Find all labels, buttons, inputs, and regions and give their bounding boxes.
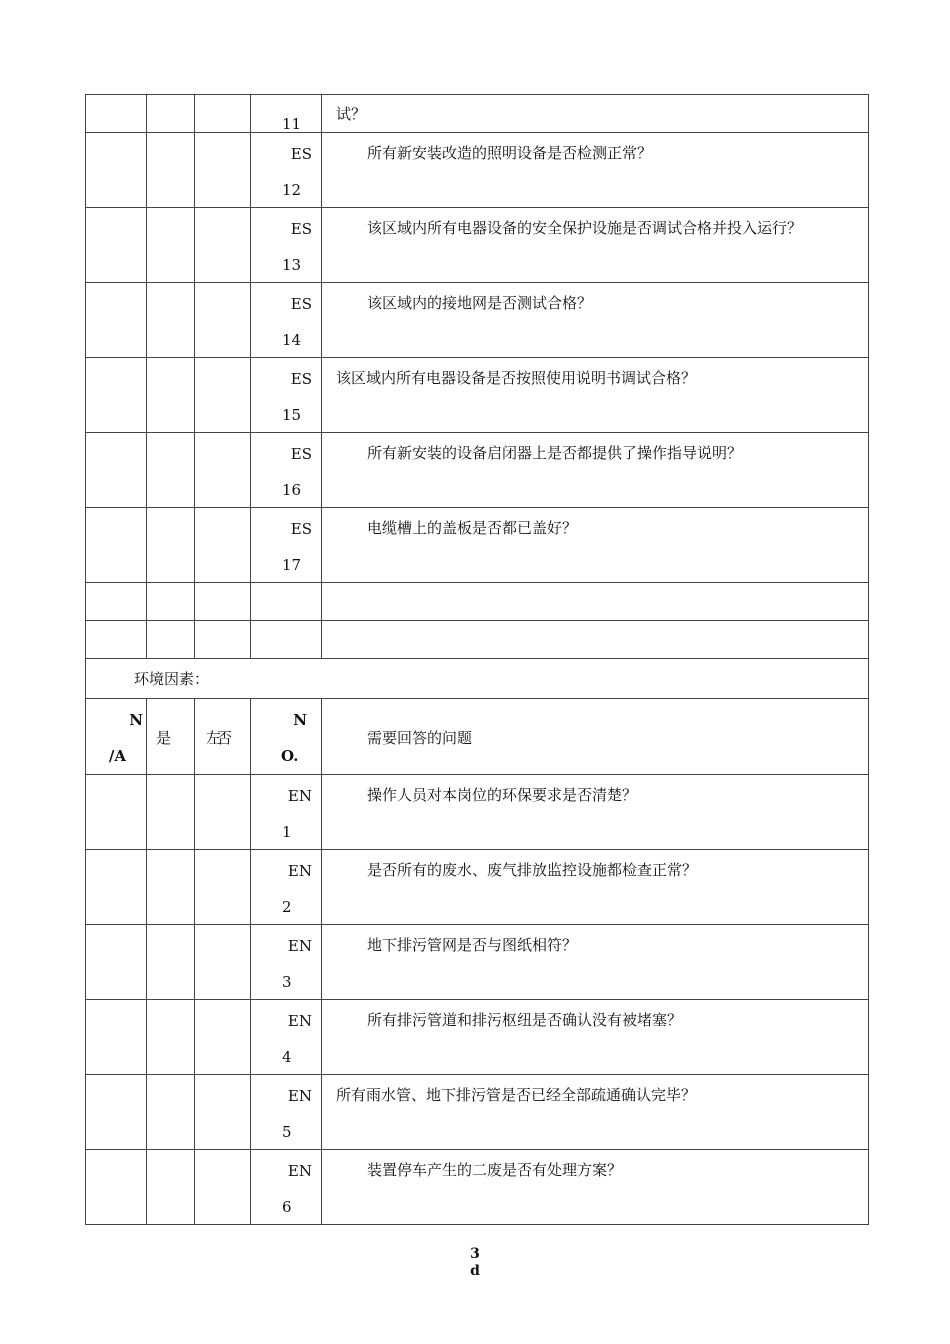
- item-prefix: EN: [287, 862, 312, 880]
- no-cell: [195, 775, 251, 850]
- question-text: 试？: [336, 105, 367, 123]
- no-cell: [195, 358, 251, 433]
- empty-row: [86, 621, 869, 659]
- question-text: 装置停车产生的二废是否有处理方案？: [367, 1161, 623, 1179]
- question-cell: [322, 358, 869, 433]
- no-cell: [195, 1075, 251, 1150]
- question-text: 电缆槽上的盖板是否都已盖好？: [367, 519, 578, 537]
- item-prefix: ES: [290, 220, 312, 238]
- item-number-cell: [251, 850, 322, 925]
- yes-cell: [147, 95, 195, 133]
- header-yes: 是 左: [147, 699, 195, 775]
- table-row: [86, 775, 869, 850]
- item-prefix: ES: [290, 370, 312, 388]
- section-title-row: [86, 659, 869, 699]
- na-cell: [86, 133, 147, 208]
- header-na: N /A: [86, 699, 147, 775]
- item-number-cell: [251, 508, 322, 583]
- table-row: [86, 508, 869, 583]
- item-number: 14: [282, 331, 302, 349]
- item-number: 12: [282, 181, 302, 199]
- yes-cell: [147, 433, 195, 508]
- item-number-cell: [251, 133, 322, 208]
- table-row: [86, 95, 869, 133]
- item-number-cell: [251, 433, 322, 508]
- yes-cell: [147, 925, 195, 1000]
- item-number: 2: [282, 898, 292, 916]
- no-cell: [195, 208, 251, 283]
- na-cell: [86, 1075, 147, 1150]
- header-row: [86, 699, 869, 775]
- na-cell: [86, 850, 147, 925]
- question-text: 所有新安装改造的照明设备是否检测正常？: [367, 144, 653, 162]
- item-number: 4: [282, 1048, 292, 1066]
- item-prefix: ES: [290, 295, 312, 313]
- question-text: 所有雨水管、地下排污管是否已经全部疏通确认完毕？: [336, 1086, 697, 1104]
- na-cell: [86, 358, 147, 433]
- item-prefix: EN: [287, 1012, 312, 1030]
- question-text: 所有新安装的设备启闭器上是否都提供了操作指导说明？: [367, 444, 743, 462]
- na-cell: [86, 775, 147, 850]
- item-prefix: EN: [287, 1162, 312, 1180]
- yes-cell: [147, 1075, 195, 1150]
- item-prefix: ES: [290, 445, 312, 463]
- item-number-cell: [251, 1075, 322, 1150]
- item-number: 13: [282, 256, 302, 274]
- header-no: 否: [195, 699, 251, 775]
- item-prefix: ES: [290, 145, 312, 163]
- no-cell: [195, 1150, 251, 1225]
- no-cell: [195, 1000, 251, 1075]
- question-cell: [322, 775, 869, 850]
- question-cell: [322, 208, 869, 283]
- page-footer: [0, 1246, 950, 1280]
- header-number: N O.: [251, 699, 322, 775]
- es-rows: [86, 133, 869, 583]
- item-number: 11: [282, 115, 302, 133]
- na-cell: [86, 508, 147, 583]
- question-text: 该区域内所有电器设备的安全保护设施是否调试合格并投入运行？: [367, 219, 803, 237]
- question-cell: [322, 1150, 869, 1225]
- yes-cell: [147, 283, 195, 358]
- yes-cell: [147, 1000, 195, 1075]
- na-cell: [86, 208, 147, 283]
- question-text: 操作人员对本岗位的环保要求是否清楚？: [367, 786, 638, 804]
- no-cell: [195, 508, 251, 583]
- no-cell: [195, 433, 251, 508]
- item-number: 5: [282, 1123, 292, 1141]
- table-row: [86, 1150, 869, 1225]
- no-cell: [195, 133, 251, 208]
- na-cell: [86, 1000, 147, 1075]
- table-row: [86, 133, 869, 208]
- checklist-table: [85, 94, 869, 1225]
- item-number: 1: [282, 823, 292, 841]
- yes-cell: [147, 133, 195, 208]
- no-cell: [195, 850, 251, 925]
- item-number: 3: [282, 973, 292, 991]
- page-number: 3: [470, 1246, 480, 1262]
- no-cell: [195, 95, 251, 133]
- yes-cell: [147, 850, 195, 925]
- question-text: 该区域内所有电器设备是否按照使用说明书调试合格？: [336, 369, 697, 387]
- item-number-cell: [251, 95, 322, 133]
- yes-cell: [147, 775, 195, 850]
- table-row: [86, 925, 869, 1000]
- question-cell: [322, 508, 869, 583]
- question-cell: [322, 850, 869, 925]
- no-cell: [195, 925, 251, 1000]
- item-number-cell: [251, 775, 322, 850]
- item-prefix: EN: [287, 937, 312, 955]
- header-question: 需要回答的问题: [322, 699, 869, 775]
- question-text: 地下排污管网是否与图纸相符？: [367, 936, 578, 954]
- item-number-cell: [251, 1150, 322, 1225]
- na-cell: [86, 433, 147, 508]
- page-mark: d: [470, 1263, 480, 1279]
- table-row: [86, 1000, 869, 1075]
- yes-cell: [147, 1150, 195, 1225]
- na-cell: [86, 1150, 147, 1225]
- en-rows: [86, 775, 869, 1225]
- table-row: [86, 283, 869, 358]
- item-number: 6: [282, 1198, 292, 1216]
- question-cell: [322, 433, 869, 508]
- yes-cell: [147, 508, 195, 583]
- question-text: 是否所有的废水、废气排放监控设施都检查正常？: [367, 861, 698, 879]
- table-row: [86, 433, 869, 508]
- item-number-cell: [251, 925, 322, 1000]
- table-row: [86, 358, 869, 433]
- question-cell: [322, 1000, 869, 1075]
- no-cell: [195, 283, 251, 358]
- question-cell: [322, 95, 869, 133]
- section-title: 环境因素：: [134, 670, 210, 688]
- yes-cell: [147, 208, 195, 283]
- question-cell: [322, 283, 869, 358]
- item-prefix: EN: [287, 787, 312, 805]
- item-number: 16: [282, 481, 302, 499]
- question-text: 该区域内的接地网是否测试合格？: [367, 294, 593, 312]
- table-row: [86, 1075, 869, 1150]
- item-number-cell: [251, 208, 322, 283]
- question-cell: [322, 1075, 869, 1150]
- table-row: [86, 850, 869, 925]
- item-prefix: ES: [290, 520, 312, 538]
- na-cell: [86, 95, 147, 133]
- question-text: 所有排污管道和排污枢纽是否确认没有被堵塞？: [367, 1011, 683, 1029]
- na-cell: [86, 283, 147, 358]
- yes-cell: [147, 358, 195, 433]
- item-number: 15: [282, 406, 302, 424]
- question-cell: [322, 133, 869, 208]
- question-cell: [322, 925, 869, 1000]
- na-cell: [86, 925, 147, 1000]
- empty-row: [86, 583, 869, 621]
- item-number-cell: [251, 283, 322, 358]
- table-row: [86, 208, 869, 283]
- item-number: 17: [282, 556, 302, 574]
- item-number-cell: [251, 358, 322, 433]
- item-prefix: EN: [287, 1087, 312, 1105]
- item-number-cell: [251, 1000, 322, 1075]
